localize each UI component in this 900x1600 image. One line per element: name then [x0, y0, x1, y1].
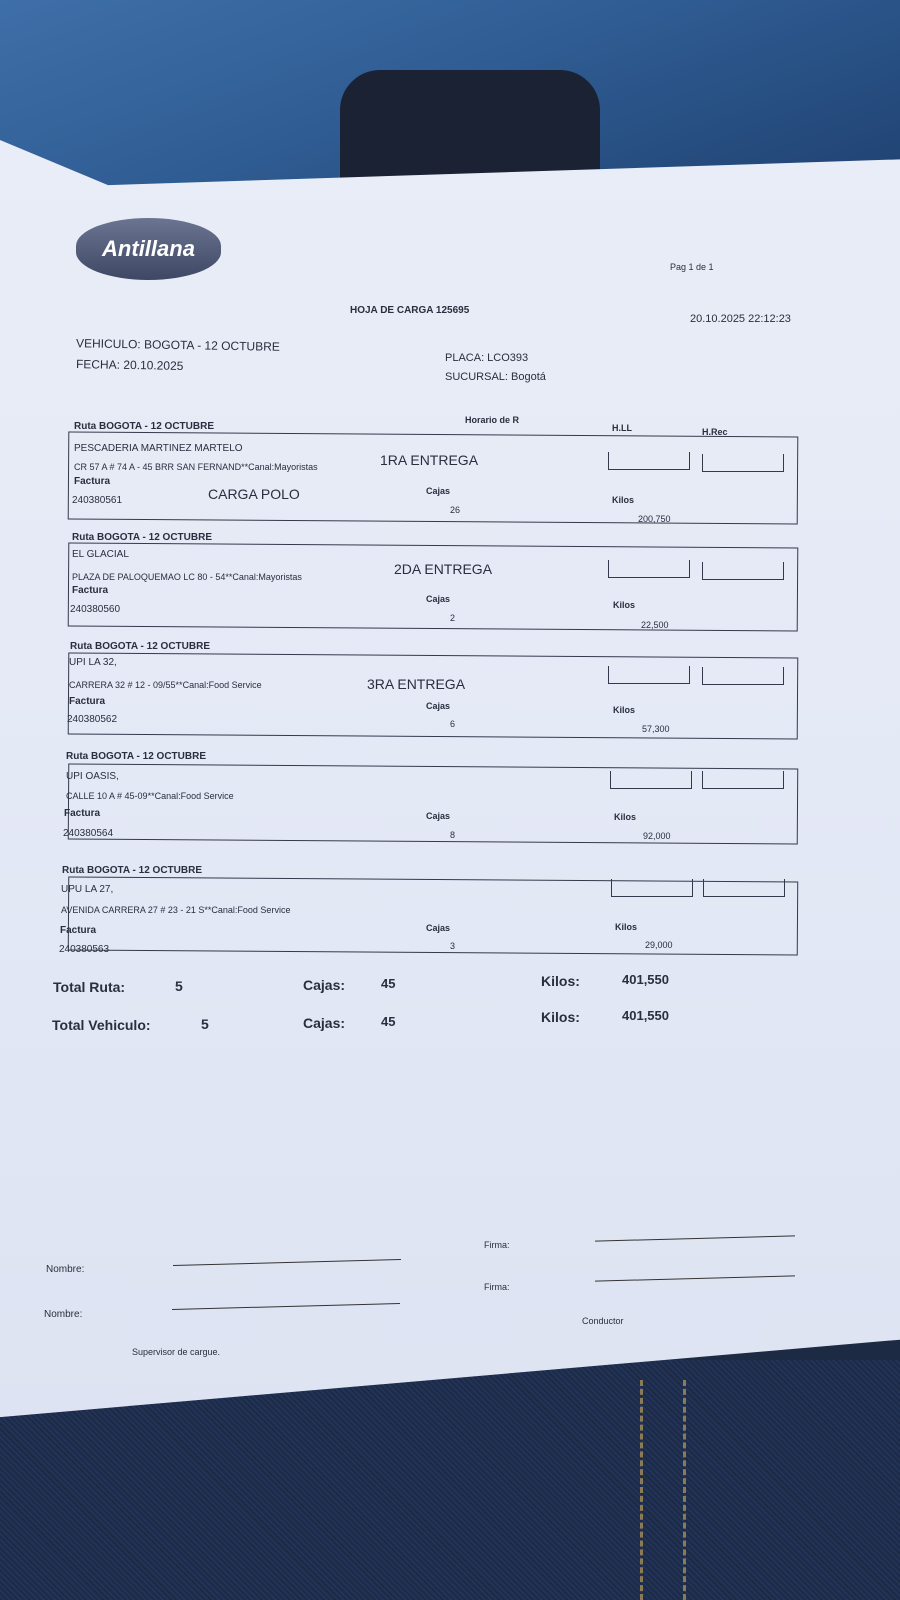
- conductor-label: Conductor: [582, 1316, 624, 1326]
- entry-cliente: UPI OASIS,: [66, 771, 119, 782]
- hrec-field: [702, 667, 784, 685]
- nombre-label: Nombre:: [46, 1264, 85, 1275]
- entry-direccion: AVENIDA CARRERA 27 # 23 - 21 S**Canal:Food Service: [61, 905, 291, 915]
- entry-cajas: 26: [450, 505, 461, 515]
- entry-ruta: Ruta BOGOTA - 12 OCTUBRE: [66, 751, 207, 762]
- factura-label: Factura: [74, 476, 111, 487]
- placa: PLACA: LCO393: [445, 352, 529, 364]
- total-ruta-kilos-label: Kilos:: [541, 973, 580, 989]
- document-title: HOJA DE CARGA 125695: [350, 305, 470, 316]
- fecha: FECHA: 20.10.2025: [75, 357, 184, 373]
- entry-direccion: PLAZA DE PALOQUEMAO LC 80 - 54**Canal:Mayoristas: [72, 572, 302, 582]
- sucursal: SUCURSAL: Bogotá: [445, 371, 546, 383]
- entry-cliente: EL GLACIAL: [72, 549, 129, 560]
- kilos-label: Kilos: [613, 600, 636, 610]
- entry-cliente: UPU LA 27,: [61, 884, 114, 895]
- entry-factura: 240380560: [70, 604, 121, 615]
- timestamp: 20.10.2025 22:12:23: [690, 313, 791, 325]
- total-vehiculo-kilos-label: Kilos:: [541, 1009, 580, 1025]
- entry-note: 3RA ENTREGA: [367, 676, 466, 692]
- entry-cliente: PESCADERIA MARTINEZ MARTELO: [74, 443, 243, 454]
- vehiculo: VEHICULO: BOGOTA - 12 OCTUBRE: [75, 336, 280, 354]
- cajas-label: Cajas: [426, 923, 451, 933]
- hrec-label: H.Rec: [702, 427, 728, 437]
- entry-direccion: CALLE 10 A # 45-09**Canal:Food Service: [66, 791, 234, 801]
- cajas-label: Cajas: [426, 594, 451, 604]
- total-vehiculo-cajas-label: Cajas:: [303, 1015, 346, 1031]
- factura-label: Factura: [69, 696, 106, 707]
- entry-cliente: UPI LA 32,: [69, 657, 117, 668]
- supervisor-label: Supervisor de cargue.: [132, 1347, 221, 1357]
- hrec-field: [703, 879, 785, 897]
- total-ruta-cajas-label: Cajas:: [303, 977, 346, 993]
- hll-field: [611, 879, 693, 897]
- factura-label: Factura: [64, 808, 101, 819]
- entry-box: [68, 542, 799, 631]
- entry-note: 2DA ENTREGA: [394, 561, 493, 577]
- entry-cajas: 8: [450, 830, 456, 840]
- hrec-field: [702, 562, 784, 580]
- total-vehiculo-count: 5: [201, 1016, 209, 1032]
- entry-cajas: 3: [450, 941, 456, 951]
- horario-label: Horario de R: [465, 415, 520, 425]
- entry-direccion: CARRERA 32 # 12 - 09/55**Canal:Food Service: [69, 680, 262, 690]
- kilos-label: Kilos: [615, 922, 638, 932]
- entry-factura: 240380563: [59, 944, 110, 955]
- entry-ruta: Ruta BOGOTA - 12 OCTUBRE: [74, 421, 215, 432]
- hrec-field: [702, 771, 784, 789]
- total-ruta-label: Total Ruta:: [53, 979, 126, 995]
- hrec-field: [702, 454, 784, 472]
- factura-label: Factura: [72, 585, 109, 596]
- total-vehiculo-cajas: 45: [381, 1014, 396, 1029]
- entry-kilos: 57,300: [642, 724, 670, 734]
- firma-label: Firma:: [484, 1240, 510, 1250]
- entry-factura: 240380562: [67, 714, 118, 725]
- factura-label: Factura: [60, 925, 97, 936]
- total-ruta-count: 5: [175, 978, 183, 994]
- entry-ruta: Ruta BOGOTA - 12 OCTUBRE: [70, 641, 211, 652]
- entry-kilos: 22,500: [641, 620, 669, 630]
- entry-ruta: Ruta BOGOTA - 12 OCTUBRE: [72, 532, 213, 543]
- hll-field: [608, 560, 690, 578]
- entry-cajas: 6: [450, 719, 456, 729]
- kilos-label: Kilos: [613, 705, 636, 715]
- cajas-label: Cajas: [426, 701, 451, 711]
- entry-factura: 240380561: [72, 495, 123, 506]
- antillana-logo: Antillana: [76, 218, 221, 280]
- total-ruta-kilos: 401,550: [622, 972, 669, 987]
- kilos-label: Kilos: [614, 812, 637, 822]
- cajas-label: Cajas: [426, 486, 451, 496]
- kilos-label: Kilos: [612, 495, 635, 505]
- total-vehiculo-kilos: 401,550: [622, 1008, 669, 1023]
- firma-label: Firma:: [484, 1282, 510, 1292]
- hll-field: [610, 771, 692, 789]
- page-number: Pag 1 de 1: [670, 262, 714, 272]
- entry-kilos: 200,750: [638, 514, 671, 524]
- hll-label: H.LL: [612, 423, 632, 433]
- hll-field: [608, 452, 690, 470]
- nombre-label: Nombre:: [44, 1309, 83, 1320]
- entry-note-2: CARGA POLO: [208, 486, 300, 502]
- entry-ruta: Ruta BOGOTA - 12 OCTUBRE: [62, 865, 203, 876]
- entry-kilos: 29,000: [645, 940, 673, 950]
- entry-cajas: 2: [450, 613, 456, 623]
- entry-note: 1RA ENTREGA: [380, 452, 479, 468]
- total-vehiculo-label: Total Vehiculo:: [52, 1017, 151, 1033]
- total-ruta-cajas: 45: [381, 976, 396, 991]
- hll-field: [608, 666, 690, 684]
- entry-kilos: 92,000: [643, 831, 671, 841]
- entry-factura: 240380564: [63, 828, 114, 839]
- entry-direccion: CR 57 A # 74 A - 45 BRR SAN FERNAND**Canal:Mayoristas: [74, 462, 318, 472]
- jeans-seam: [640, 1380, 686, 1600]
- cajas-label: Cajas: [426, 811, 451, 821]
